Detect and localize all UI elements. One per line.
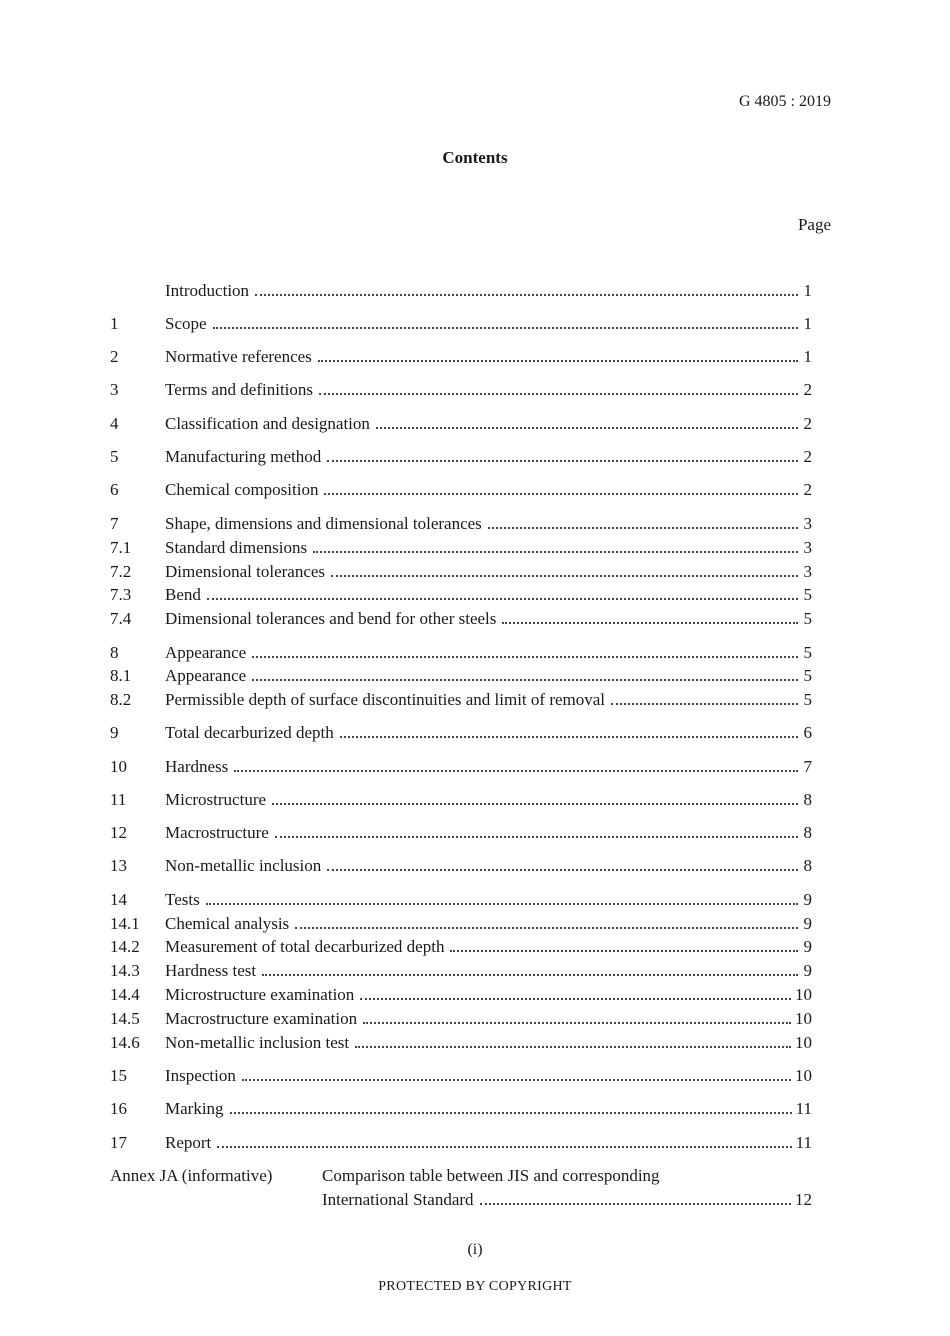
toc-entry-title: Report [165, 1133, 212, 1152]
toc-entry-number: 12 [110, 823, 127, 842]
page-folio: (i) [467, 1241, 483, 1258]
toc-entry[interactable] [110, 689, 812, 711]
toc-entry-page: 11 [795, 1133, 812, 1152]
toc-entry-title: Manufacturing method [165, 447, 322, 466]
toc-entry[interactable] [110, 1065, 812, 1087]
dot-leader [313, 551, 798, 553]
dot-leader [230, 1112, 792, 1114]
toc-entry[interactable] [110, 280, 812, 302]
dot-leader [242, 1079, 791, 1081]
toc-entry-title: Standard dimensions [165, 538, 308, 557]
annex-title-line-1[interactable]: Comparison table between JIS and corresponding [322, 1166, 660, 1185]
toc-entry-page: 5 [803, 666, 812, 685]
dot-leader [360, 998, 791, 1000]
toc-entry-title: Bend [165, 585, 201, 604]
toc-entry-title: Marking [165, 1099, 224, 1118]
toc-entry-page: 8 [803, 790, 812, 809]
toc-entry-page: 3 [803, 538, 812, 557]
dot-leader [611, 703, 798, 705]
dot-leader [480, 1203, 791, 1205]
toc-entry-number: 7.3 [110, 585, 132, 604]
dot-leader [252, 656, 798, 658]
toc-entry-title: Shape, dimensions and dimensional tolerances [165, 514, 482, 533]
toc-entry-number: 17 [110, 1133, 127, 1152]
toc-entry[interactable] [110, 584, 812, 606]
toc-entry-page: 5 [803, 609, 812, 628]
dot-leader [502, 622, 798, 624]
toc-entry[interactable] [110, 313, 812, 335]
toc-entry[interactable] [110, 642, 812, 664]
toc-entry[interactable] [110, 855, 812, 877]
toc-entry-number: 1 [110, 314, 119, 333]
toc-entry-title: Dimensional tolerances [165, 562, 326, 581]
toc-entry-number: 8.2 [110, 690, 132, 709]
annex-title-line-2: International Standard [322, 1190, 474, 1209]
toc-entry[interactable] [110, 1008, 812, 1030]
toc-entry-number: 8 [110, 643, 119, 662]
dot-leader [324, 493, 798, 495]
toc-entry-page: 1 [803, 281, 812, 300]
dot-leader [217, 1146, 791, 1148]
toc-entry[interactable] [110, 822, 812, 844]
dot-leader [234, 770, 798, 772]
toc-entry[interactable] [110, 722, 812, 744]
toc-entry-number: 13 [110, 856, 127, 875]
toc-entry-title: Microstructure examination [165, 985, 355, 1004]
toc-entry-number: 14.5 [110, 1009, 140, 1028]
dot-leader [363, 1022, 791, 1024]
toc-entry-number: 11 [110, 790, 127, 809]
toc-entry-number: 8.1 [110, 666, 132, 685]
toc-entry-title: Non-metallic inclusion [165, 856, 322, 875]
toc-entry[interactable] [110, 1132, 812, 1154]
dot-leader [207, 598, 798, 600]
dot-leader [295, 927, 798, 929]
toc-entry-page: 10 [795, 1009, 812, 1028]
toc-entry-page: 11 [795, 1099, 812, 1118]
toc-entry-page: 2 [803, 380, 812, 399]
copyright-notice: PROTECTED BY COPYRIGHT [378, 1279, 572, 1294]
toc-entry-number: 14.2 [110, 937, 140, 956]
toc-entry[interactable] [110, 479, 812, 501]
toc-entry-title: Total decarburized depth [165, 723, 334, 742]
toc-entry-page: 5 [803, 690, 812, 709]
toc-entry[interactable] [110, 346, 812, 368]
dot-leader [450, 950, 798, 952]
toc-entry-page: 2 [803, 447, 812, 466]
dot-leader [376, 427, 798, 429]
toc-entry-title: Macrostructure examination [165, 1009, 358, 1028]
toc-entry-number: 5 [110, 447, 119, 466]
toc-entry-page: 7 [803, 757, 812, 776]
dot-leader [327, 869, 798, 871]
dot-leader [318, 360, 798, 362]
toc-entry-title: Hardness test [165, 961, 257, 980]
dot-leader [272, 803, 798, 805]
toc-entry[interactable] [110, 513, 812, 535]
toc-entry-title: Chemical analysis [165, 914, 290, 933]
toc-entry-title: Dimensional tolerances and bend for other steels [165, 609, 497, 628]
toc-entry-title: Inspection [165, 1066, 236, 1085]
toc-entry-title: Chemical composition [165, 480, 319, 499]
toc-entry[interactable] [110, 561, 812, 583]
toc-entry-page: 3 [803, 562, 812, 581]
toc-entry-title: Hardness [165, 757, 229, 776]
toc-entry-page: 1 [803, 314, 812, 333]
toc-entry-number: 7 [110, 514, 119, 533]
toc-entry-page: 8 [803, 856, 812, 875]
toc-entry[interactable] [110, 789, 812, 811]
toc-entry-page: 3 [803, 514, 812, 533]
toc-entry-page: 10 [795, 1066, 812, 1085]
toc-entry-title: Introduction [165, 281, 250, 300]
toc-entry-number: 15 [110, 1066, 127, 1085]
toc-entry-number: 9 [110, 723, 119, 742]
toc-entry[interactable] [110, 1032, 812, 1054]
toc-entry-number: 14.4 [110, 985, 140, 1004]
toc-entry-page: 10 [795, 985, 812, 1004]
toc-entry[interactable] [110, 1098, 812, 1120]
toc-entry-page: 8 [803, 823, 812, 842]
toc-entry-title: Macrostructure [165, 823, 269, 842]
page-column-label: Page [797, 215, 831, 234]
toc-entry[interactable] [110, 984, 812, 1006]
toc-entry[interactable] [110, 960, 812, 982]
dot-leader [331, 575, 798, 577]
toc-entry-number: 6 [110, 480, 119, 499]
toc-entry-number: 14.1 [110, 914, 140, 933]
toc-entry-number: 7.2 [110, 562, 132, 581]
toc-entry[interactable] [110, 665, 812, 687]
annex-page: 12 [795, 1190, 812, 1209]
dot-leader [488, 527, 798, 529]
toc-entry[interactable] [110, 756, 812, 778]
toc-entry-title: Permissible depth of surface discontinuities and limit of removal [165, 690, 606, 709]
toc-entry[interactable] [110, 913, 812, 935]
toc-entry-page: 6 [803, 723, 812, 742]
toc-entry-number: 14.3 [110, 961, 140, 980]
toc-entry-title: Scope [165, 314, 207, 333]
toc-entry-title: Classification and designation [165, 414, 370, 433]
toc-entry-page: 10 [795, 1033, 812, 1052]
dot-leader [252, 679, 798, 681]
toc-entry-page: 2 [803, 414, 812, 433]
toc-entry-page: 2 [803, 480, 812, 499]
toc-entry-number: 14 [110, 890, 127, 909]
document-id: G 4805 : 2019 [739, 93, 831, 110]
toc-entry-title: Non-metallic inclusion test [165, 1033, 350, 1052]
toc-entry[interactable] [110, 413, 812, 435]
dot-leader [327, 460, 798, 462]
toc-entry-title: Appearance [165, 643, 247, 662]
toc-entry-page: 5 [803, 585, 812, 604]
toc-entry-page: 9 [803, 937, 812, 956]
toc-entry-title: Normative references [165, 347, 312, 366]
toc-entry-title: Microstructure [165, 790, 267, 809]
toc-entry-number: 10 [110, 757, 127, 776]
toc-entry[interactable] [110, 608, 812, 630]
toc-entry-title: Appearance [165, 666, 247, 685]
toc-entry-page: 9 [803, 961, 812, 980]
toc-entry[interactable] [110, 889, 812, 911]
dot-leader [206, 903, 798, 905]
dot-leader [213, 327, 798, 329]
dot-leader [275, 836, 798, 838]
toc-entry-page: 1 [803, 347, 812, 366]
toc-entry-number: 7.1 [110, 538, 132, 557]
toc-entry-page: 9 [803, 890, 812, 909]
toc-entry[interactable] [110, 446, 812, 468]
toc-entry-number: 14.6 [110, 1033, 140, 1052]
dot-leader [355, 1046, 791, 1048]
toc-entry-page: 5 [803, 643, 812, 662]
toc-entry-number: 4 [110, 414, 119, 433]
page-title: Contents [442, 148, 508, 167]
annex-label: Annex JA (informative) [110, 1166, 273, 1185]
toc-entry-number: 16 [110, 1099, 127, 1118]
toc-entry[interactable] [110, 379, 812, 401]
toc-entry[interactable] [110, 537, 812, 559]
toc-entry-title: Measurement of total decarburized depth [165, 937, 445, 956]
dot-leader [340, 736, 798, 738]
dot-leader [319, 393, 798, 395]
toc-entry-page: 9 [803, 914, 812, 933]
toc-entry-number: 3 [110, 380, 119, 399]
toc-entry-title: Terms and definitions [165, 380, 314, 399]
dot-leader [262, 974, 798, 976]
dot-leader [255, 294, 798, 296]
toc-entry-title: Tests [165, 890, 200, 909]
toc-entry-number: 7.4 [110, 609, 132, 628]
toc-entry[interactable] [110, 936, 812, 958]
annex-entry[interactable] [322, 1189, 812, 1211]
toc-entry-number: 2 [110, 347, 119, 366]
